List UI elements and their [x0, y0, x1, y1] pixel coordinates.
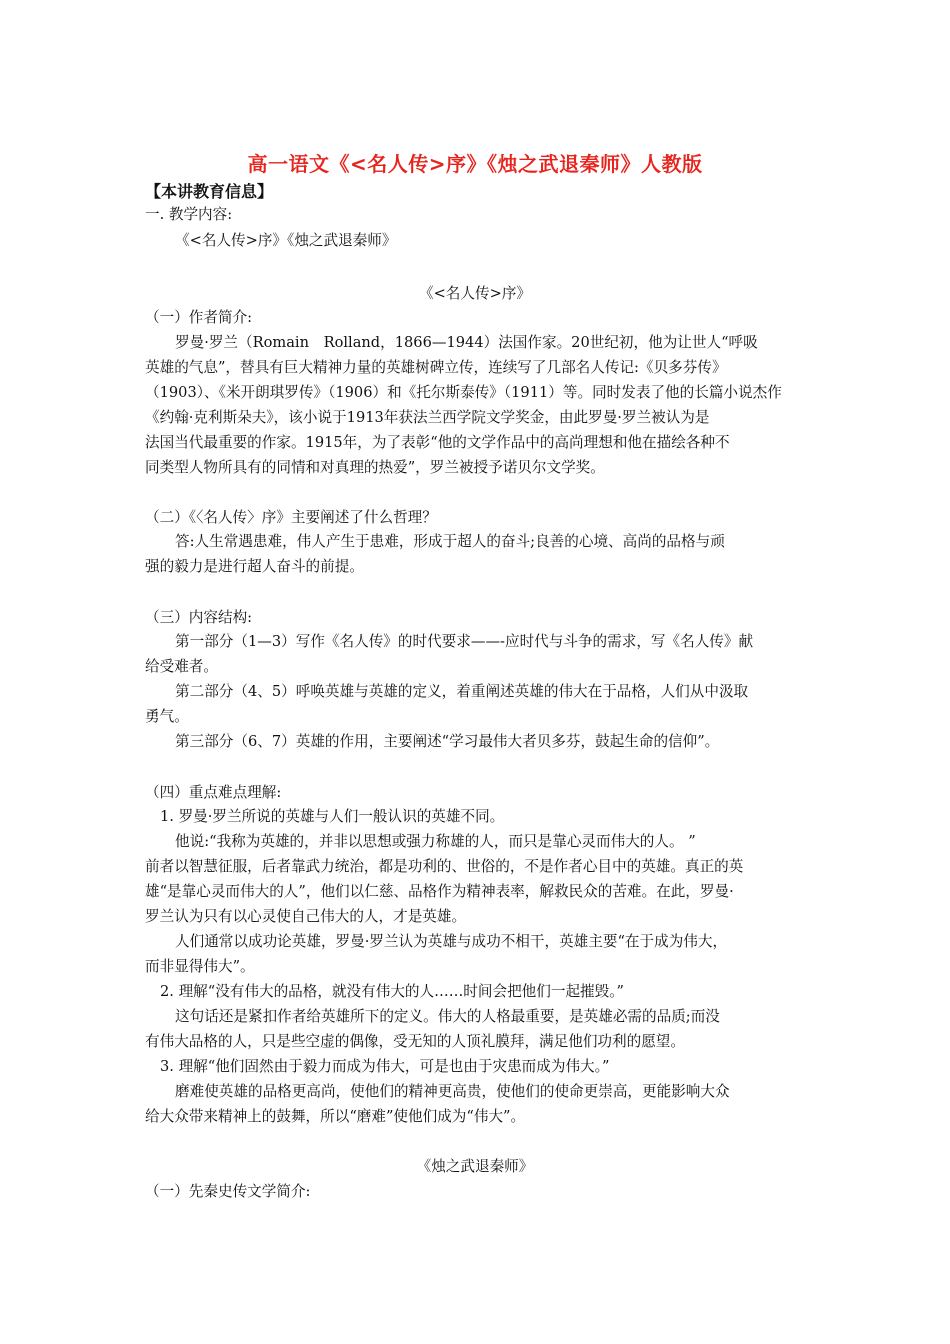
section-one-label: 一. 教学内容: — [145, 206, 233, 223]
paragraph-line: 法国当代最重要的作家。1915年，为了表彰“他的文学作品中的高尚理想和他在描绘各种不 — [145, 434, 730, 451]
paragraph-line: 《约翰·克利斯朵夫》，该小说于1913年获法兰西学院文学奖金，由此罗曼·罗兰被认为是 — [145, 409, 710, 426]
info-heading: 【本讲教育信息】 — [145, 182, 274, 201]
part2-s1-label: （一）先秦史传文学简介: — [145, 1183, 311, 1200]
paragraph-line: 人们通常以成功论英雄，罗曼·罗兰认为英雄与成功不相干，英雄主要“在于成为伟大， — [175, 933, 728, 950]
paragraph-line: 第二部分（4、5）呼唤英雄与英雄的定义，着重阐述英雄的伟大在于品格，人们从中汲取 — [175, 683, 749, 700]
paragraph-line: 磨难使英雄的品格更高尚，使他们的精神更高贵，使他们的使命更崇高，更能影响大众 — [175, 1083, 730, 1100]
part1-s3-label: （三）内容结构: — [145, 609, 253, 626]
part2-heading: 《烛之武退秦师》 — [416, 1158, 534, 1175]
paragraph-line: 罗兰认为只有以心灵使自己伟大的人，才是英雄。 — [145, 908, 467, 925]
list-item: 3. 理解“他们固然由于毅力而成为伟大，可是也由于灾患而成为伟大。” — [160, 1058, 610, 1075]
paragraph-line: 而非显得伟大”。 — [145, 958, 255, 975]
paragraph-line: 给受难者。 — [145, 658, 218, 675]
paragraph-line: 英雄的气息”，替具有巨大精神力量的英雄树碑立传，连续写了几部名人传记:《贝多芬传》 — [145, 359, 727, 376]
paragraph-line: 前者以智慧征服，后者靠武力统治，都是功利的、世俗的，不是作者心目中的英雄。真正的英 — [145, 858, 744, 875]
paragraph-line: 给大众带来精神上的鼓舞，所以“磨难”使他们成为“伟大”。 — [145, 1108, 526, 1125]
paragraph-line: 这句话还是紧扣作者给英雄所下的定义。伟大的人格最重要，是英雄必需的品质;而没 — [175, 1008, 720, 1025]
paragraph-line: 强的毅力是进行超人奋斗的前提。 — [145, 558, 364, 575]
paragraph-line: 第一部分（1—3）写作《名人传》的时代要求——-应时代与斗争的需求，写《名人传》献 — [175, 633, 754, 650]
part1-s4-label: （四）重点难点理解: — [145, 784, 282, 801]
paragraph-line: 第三部分（6、7）英雄的作用，主要阐述“学习最伟大者贝多芬，鼓起生命的信仰”。 — [175, 733, 720, 750]
list-item: 2. 理解“没有伟大的品格，就没有伟大的人……时间会把他们一起摧毁。” — [160, 983, 624, 1000]
section-one-content: 《<名人传>序》《烛之武退秦师》 — [175, 232, 397, 249]
paragraph-line: 罗曼·罗兰（Romain Rolland，1866—1944）法国作家。20世纪初，他为让世人“呼吸 — [175, 334, 758, 351]
paragraph-line: 答:人生常遇患难，伟人产生于患难，形成于超人的奋斗;良善的心境、高尚的品格与顽 — [175, 533, 725, 550]
part1-heading: 《<名人传>序》 — [418, 285, 532, 302]
paragraph-line: 有伟大品格的人，只是些空虚的偶像，受无知的人顶礼膜拜，满足他们功利的愿望。 — [145, 1033, 685, 1050]
part1-s2-label: （二）《〈名人传〉序》主要阐述了什么哲理？ — [145, 509, 437, 526]
document-title: 高一语文《<名人传>序》《烛之武退秦师》人教版 — [247, 152, 703, 176]
part1-s1-label: （一）作者简介: — [145, 309, 253, 326]
paragraph-line: 雄“是靠心灵而伟大的人”，他们以仁慈、品格作为精神表率，解救民众的苦难。在此，罗曼· — [145, 883, 734, 900]
paragraph-line: 同类型人物所具有的同情和对真理的热爱”，罗兰被授予诺贝尔文学奖。 — [145, 459, 605, 476]
paragraph-line: 他说:“我称为英雄的，并非以思想或强力称雄的人，而只是靠心灵而伟大的人。 ” — [175, 833, 696, 850]
paragraph-line: （1903）、《米开朗琪罗传》（1906）和《托尔斯泰传》（1911）等。同时发表了他的长篇小说杰作 — [145, 384, 782, 401]
list-item: 1. 罗曼·罗兰所说的英雄与人们一般认识的英雄不同。 — [160, 808, 505, 825]
paragraph-line: 勇气。 — [145, 708, 189, 725]
